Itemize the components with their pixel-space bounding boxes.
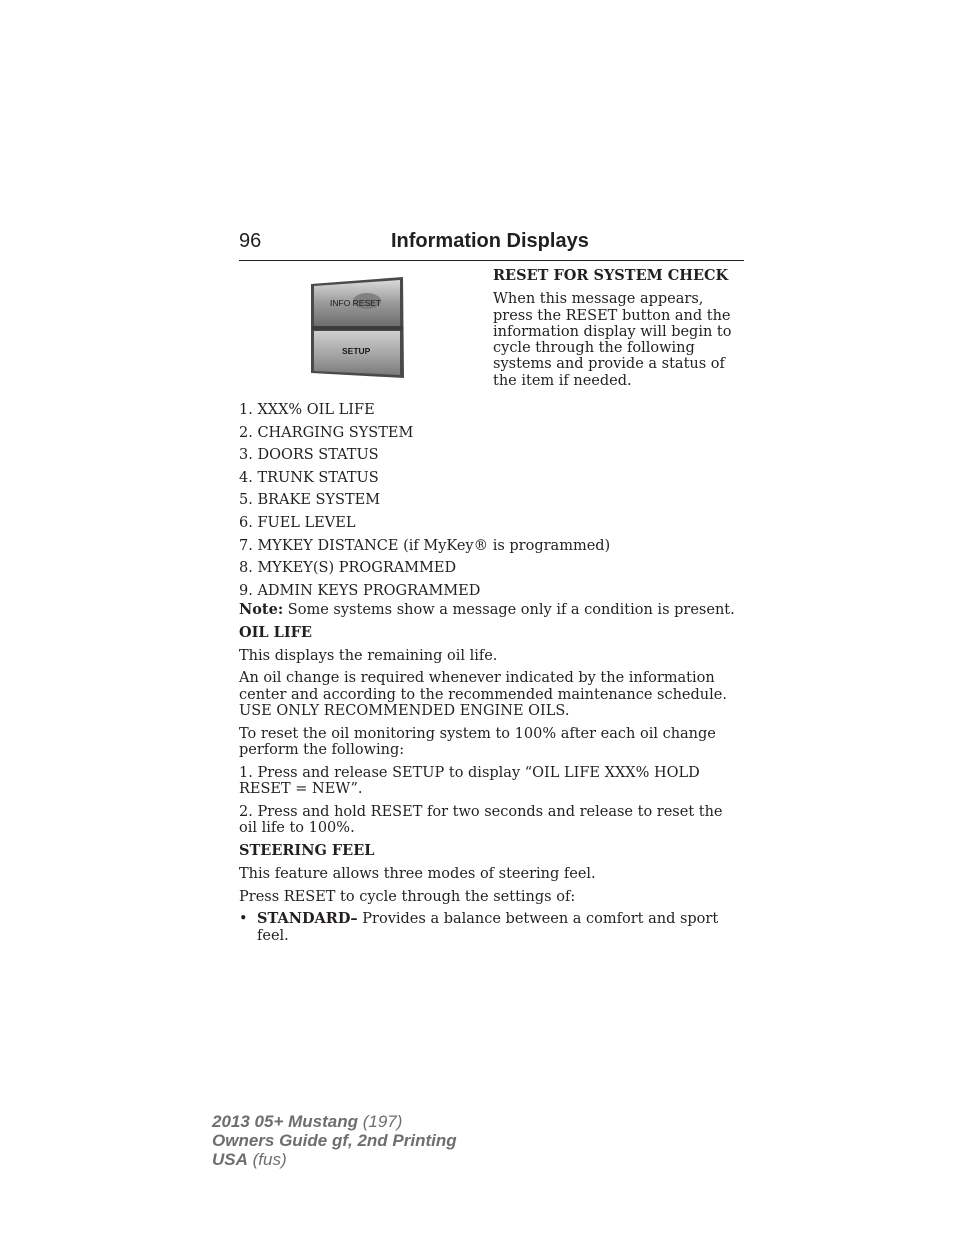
list-item: 8. MYKEY(S) PROGRAMMED: [239, 560, 457, 577]
page-number: 96: [239, 230, 262, 252]
bullet-text: Provides a balance between a comfort and sport feel.: [257, 911, 719, 944]
footer-line: [212, 1150, 457, 1169]
oil-life-heading: OIL LIFE: [239, 623, 312, 641]
reset-for-system-check-section: [493, 268, 745, 389]
oil-life-paragraph: This displays the remaining oil life.: [239, 647, 498, 664]
footer-edition: Owners Guide gf, 2nd Printing: [212, 1131, 457, 1150]
page-header: [239, 228, 744, 261]
list-item: 9. ADMIN KEYS PROGRAMMED: [239, 582, 481, 599]
list-item: 5. BRAKE SYSTEM: [239, 492, 381, 509]
oil-life-step: 2. Press and hold RESET for two seconds and release to reset the oil life to 100%.: [239, 803, 723, 837]
list-item: 3. DOORS STATUS: [239, 447, 379, 464]
list-item: 6. FUEL LEVEL: [239, 514, 356, 531]
footer-line: [212, 1112, 457, 1131]
button-divider: [312, 326, 403, 330]
info-reset-button-label: INFO RESET: [330, 298, 382, 308]
steering-standard-bullet: [239, 911, 744, 944]
list-item: 2. CHARGING SYSTEM: [239, 424, 414, 441]
section-title: Information Displays: [391, 230, 589, 252]
footer-model: 2013 05+ Mustang: [212, 1112, 358, 1131]
page-footer: [212, 1112, 457, 1169]
list-item: 4. TRUNK STATUS: [239, 469, 379, 486]
reset-description: When this message appears, press the RESET button and the information display will begin to cycle through the following systems and provide a status of the item if needed.: [493, 291, 732, 389]
list-item: 1. XXX% OIL LIFE: [239, 402, 375, 418]
oil-life-paragraph: An oil change is required whenever indicated by the information center and according to the recommended maintenance schedule. USE ONLY RECOMMENDED ENGINE OILS.: [239, 670, 727, 719]
note-paragraph: [239, 602, 744, 618]
bullet-icon: •: [239, 911, 248, 928]
oil-life-paragraph: To reset the oil monitoring system to 100% after each oil change perform the following:: [239, 725, 716, 759]
note-label: Note:: [239, 601, 284, 618]
footer-lang-code: (fus): [247, 1150, 287, 1169]
button-panel-graphic: [310, 276, 405, 379]
info-setup-buttons-illustration: [310, 276, 405, 379]
steering-feel-heading: STEERING FEEL: [239, 842, 375, 860]
note-text: Some systems show a message only if a condition is present.: [283, 602, 735, 618]
setup-button-label: SETUP: [342, 346, 371, 356]
bullet-label: STANDARD–: [257, 910, 358, 928]
reset-heading: RESET FOR SYSTEM CHECK: [493, 267, 729, 284]
footer-line: [212, 1131, 457, 1150]
bullet-content: [257, 911, 744, 944]
steering-feel-paragraph: Press RESET to cycle through the settings of:: [239, 888, 576, 905]
list-item: 7. MYKEY DISTANCE (if MyKey® is programmed): [239, 537, 611, 554]
oil-life-step: 1. Press and release SETUP to display “OIL LIFE XXX% HOLD RESET = NEW”.: [239, 764, 700, 798]
system-check-list: [239, 400, 744, 603]
main-text: [239, 602, 744, 951]
footer-market: USA: [212, 1150, 248, 1169]
steering-feel-paragraph: This feature allows three modes of steering feel.: [239, 865, 596, 882]
footer-page-code: (197): [358, 1112, 403, 1131]
